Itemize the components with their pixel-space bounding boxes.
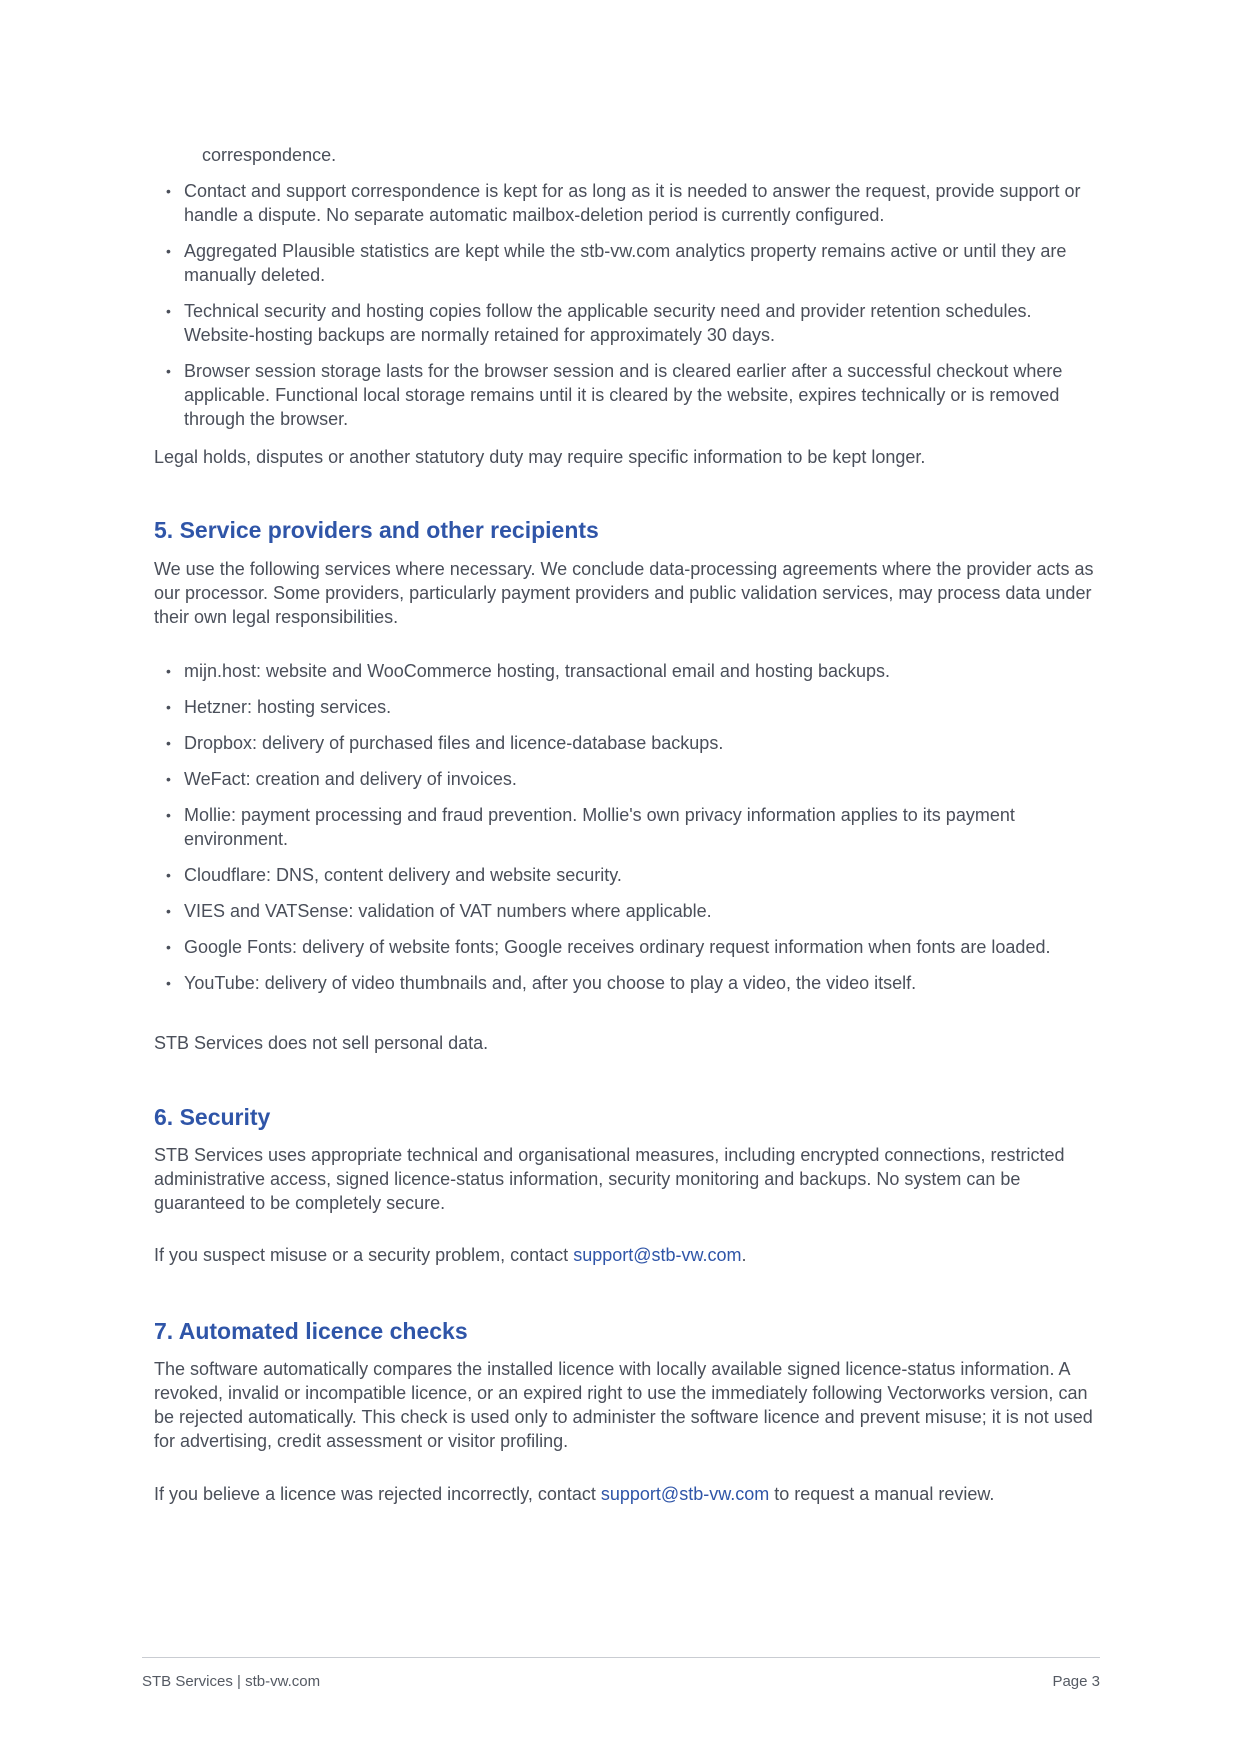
bullet-icon: • — [166, 867, 171, 883]
list-item: • Browser session storage lasts for the browser session and is cleared earlier after a successful checkout where applicable. Functional local storage remains until it is cleared by the website, expires technically or is removed through the browser. — [166, 361, 1063, 429]
security-contact: If you suspect misuse or a security problem, contact support@stb-vw.com. — [154, 1245, 747, 1265]
page-number: Page 3 — [1052, 1673, 1100, 1690]
list-item: • Mollie: payment processing and fraud prevention. Mollie's own privacy information applies to its payment environment. — [166, 805, 1015, 849]
list-item: • Contact and support correspondence is kept for as long as it is needed to answer the request, provide support or handle a dispute. No separate automatic mailbox-deletion period is currently configured. — [166, 181, 1081, 225]
continued-text: correspondence. — [202, 145, 337, 165]
support-email-link[interactable]: support@stb-vw.com — [600, 1484, 770, 1504]
section-heading-security: 6. Security — [154, 1104, 271, 1130]
support-email-link[interactable]: support@stb-vw.com — [573, 1245, 742, 1265]
section-heading-licence-checks: 7. Automated licence checks — [154, 1318, 468, 1344]
bullet-icon: • — [166, 243, 171, 259]
list-item: • Aggregated Plausible statistics are kept while the stb-vw.com analytics property remains active or until they are manually deleted. — [166, 241, 1067, 285]
bullet-icon: • — [166, 807, 171, 823]
bullet-icon: • — [166, 699, 171, 715]
bullet-icon: • — [166, 183, 171, 199]
licence-checks-body: The software automatically compares the installed licence with locally available signed licence-status information. A revoked, invalid or incompatible licence, or an expired right to use the immediately following Vectorworks version, can be rejected automatically. This check is used only to administer the software licence and prevent misuse; it is not used for advertising, credit assessment or visitor profiling. — [154, 1359, 1093, 1451]
bullet-icon: • — [166, 735, 171, 751]
retention-list — [154, 179, 1094, 443]
security-body: STB Services uses appropriate technical and organisational measures, including encrypted connections, restricted administrative access, signed licence-status information, security monitoring and backups. No system can be guaranteed to be completely secure. — [154, 1145, 1065, 1213]
list-item: • Google Fonts: delivery of website fonts; Google receives ordinary request information when fonts are loaded. — [166, 937, 1051, 957]
list-item: • WeFact: creation and delivery of invoices. — [166, 769, 517, 789]
list-item: • Dropbox: delivery of purchased files and licence-database backups. — [166, 733, 724, 753]
service-providers-closing: STB Services does not sell personal data. — [154, 1033, 489, 1053]
bullet-icon: • — [166, 363, 171, 379]
list-item: • VIES and VATSense: validation of VAT numbers where applicable. — [166, 901, 712, 921]
bullet-icon: • — [166, 663, 171, 679]
list-item: • Technical security and hosting copies follow the applicable security need and provider retention schedules. Website-hosting backups are normally retained for approximately 30 days. — [166, 301, 1032, 345]
bullet-icon: • — [166, 303, 171, 319]
service-providers-intro: We use the following services where necessary. We conclude data-processing agreements where the provider acts as our processor. Some providers, particularly payment providers and public validation services, may process data under their own legal responsibilities. — [154, 559, 1094, 627]
licence-checks-contact: If you believe a licence was rejected incorrectly, contact support@stb-vw.com to request a manual review. — [154, 1484, 995, 1504]
list-item: • mijn.host: website and WooCommerce hosting, transactional email and hosting backups. — [166, 661, 891, 681]
bullet-icon: • — [166, 771, 171, 787]
section-heading-service-providers: 5. Service providers and other recipients — [154, 517, 599, 543]
bullet-icon: • — [166, 903, 171, 919]
service-providers-list — [154, 659, 1094, 1007]
footer-divider — [142, 1657, 1100, 1658]
retention-closing: Legal holds, disputes or another statutory duty may require specific information to be kept longer. — [154, 447, 926, 467]
bullet-icon: • — [166, 975, 171, 991]
footer-site-label: STB Services | stb-vw.com — [142, 1673, 321, 1690]
list-item: • Hetzner: hosting services. — [166, 697, 392, 717]
list-item: • Cloudflare: DNS, content delivery and website security. — [166, 865, 622, 885]
list-item: • YouTube: delivery of video thumbnails and, after you choose to play a video, the video itself. — [166, 973, 917, 993]
bullet-icon: • — [166, 939, 171, 955]
